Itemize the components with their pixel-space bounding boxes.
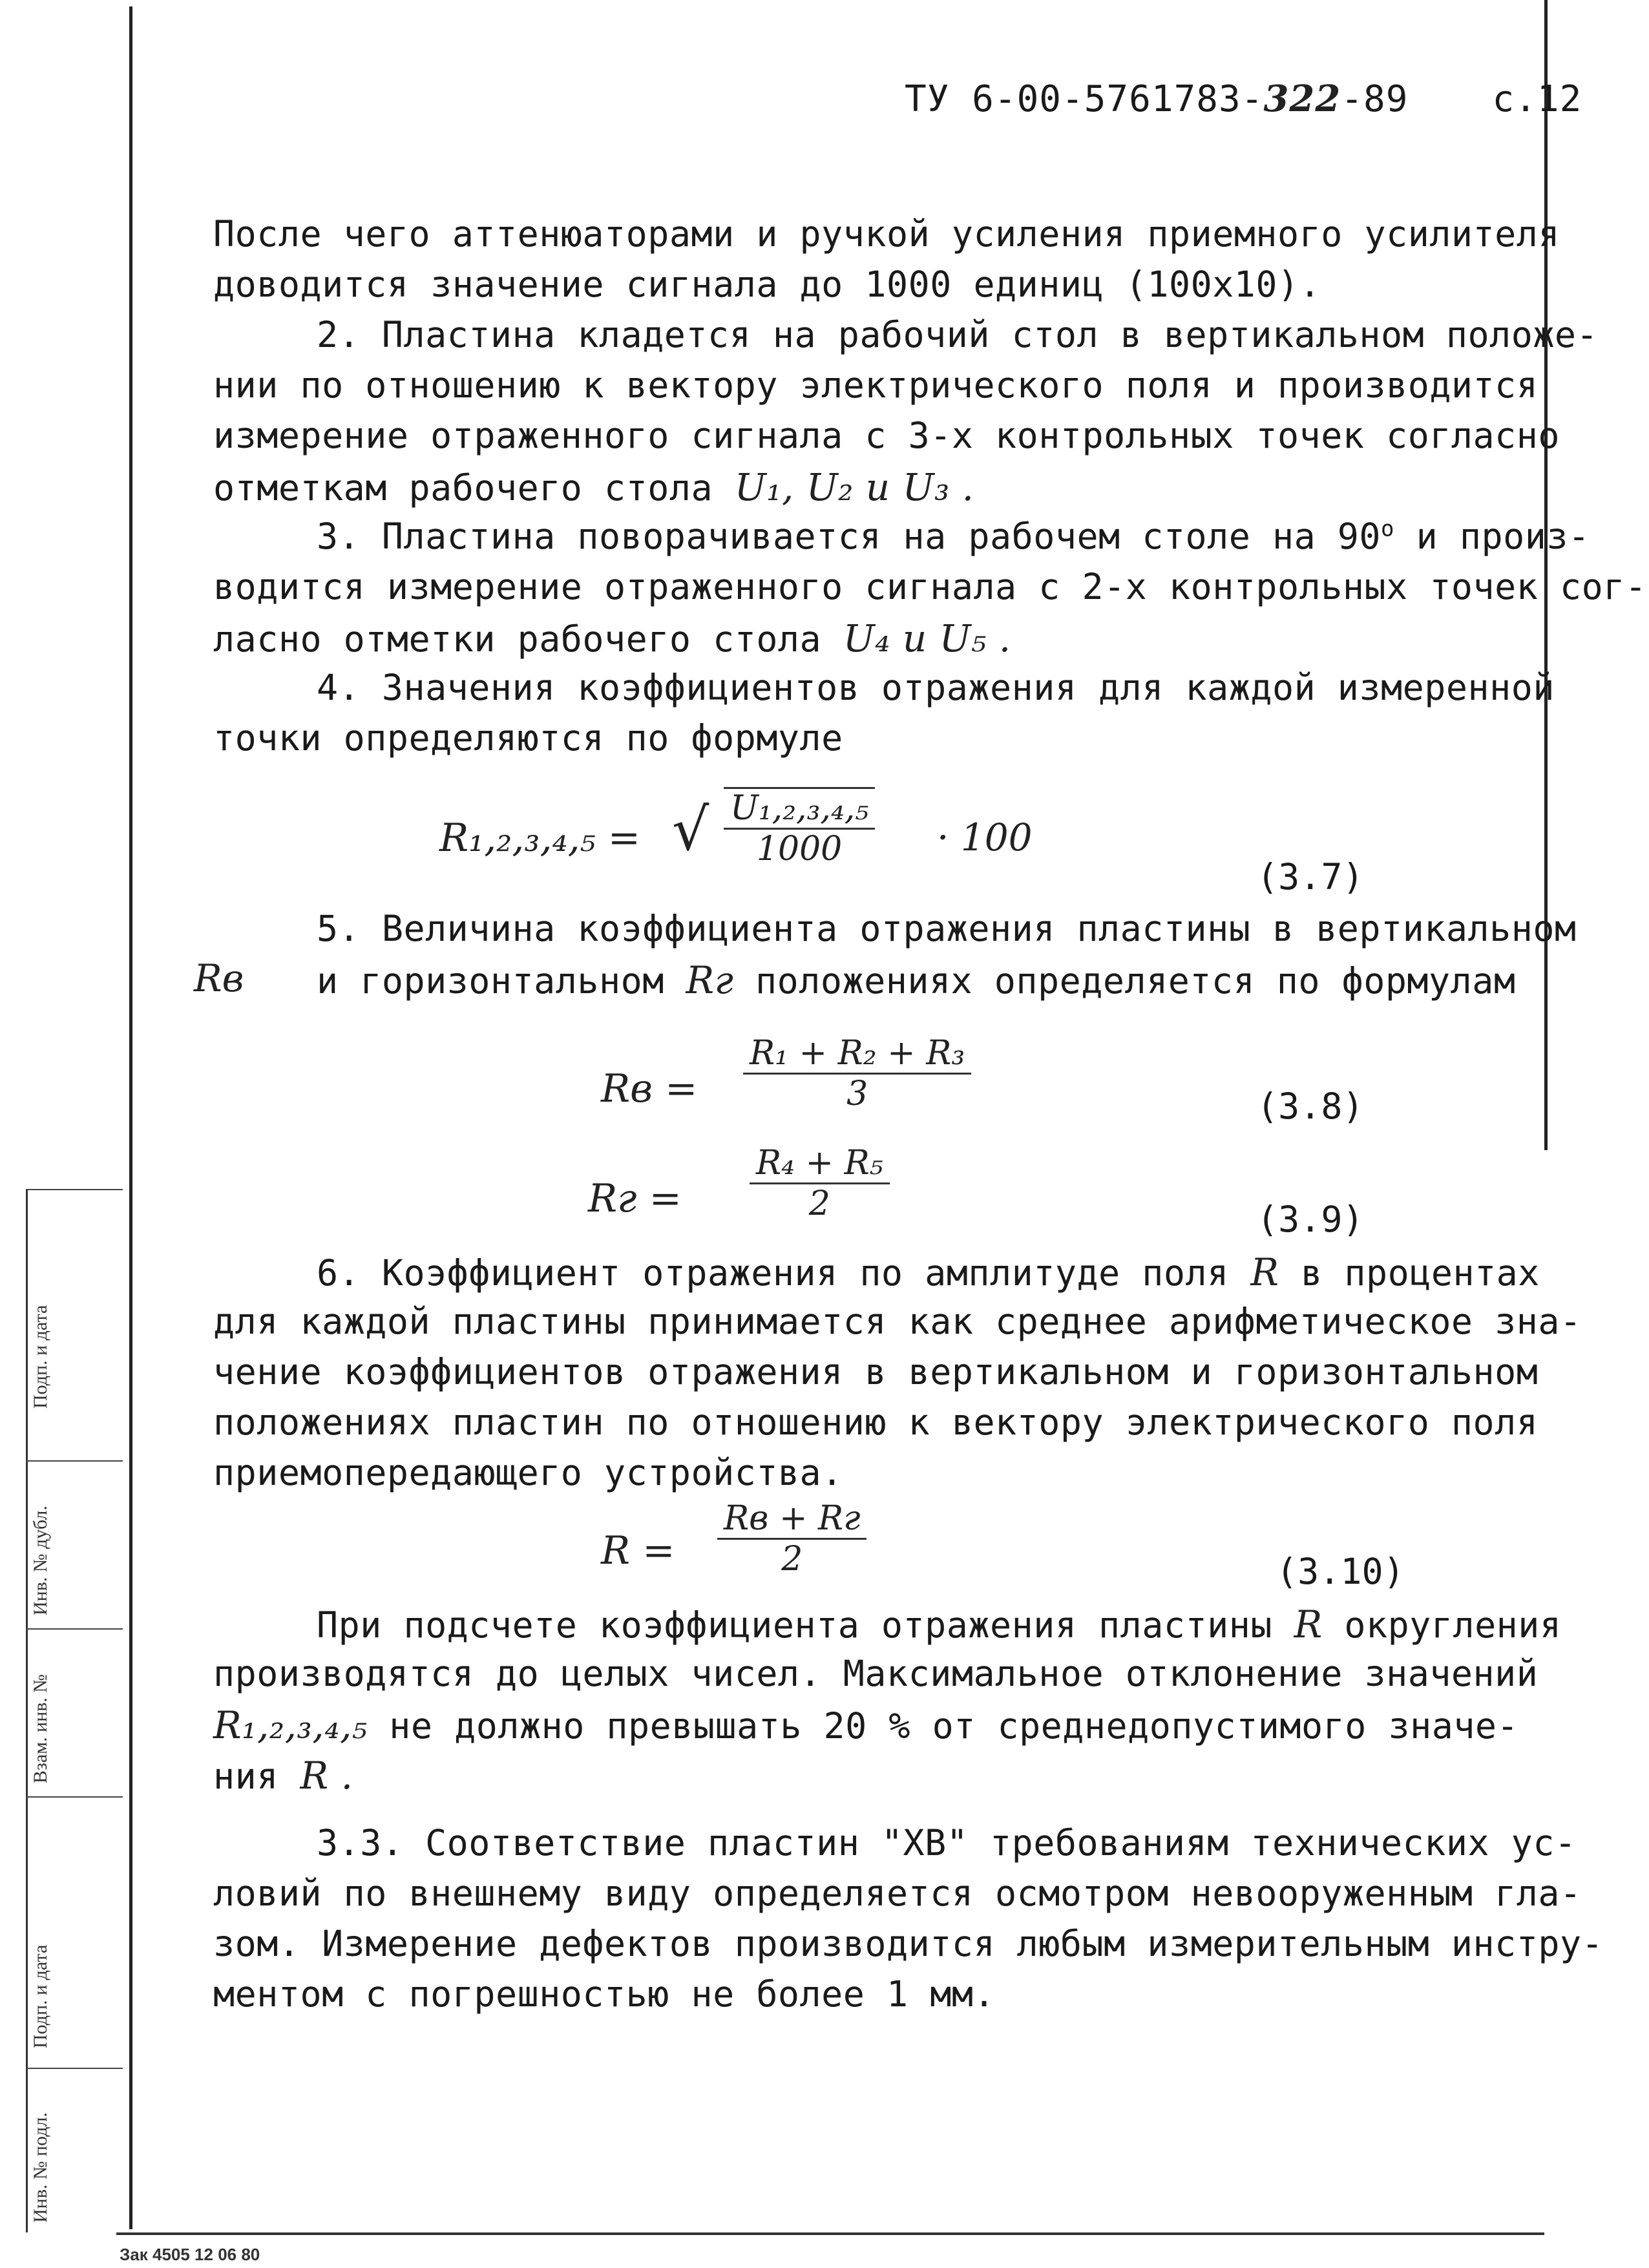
stamp-divider xyxy=(26,1796,123,1798)
text-line: ласно отметки рабочего стола U₄ и U₅ . xyxy=(213,616,1011,660)
text-line: При подсчете коэффициента отражения пластины R округления xyxy=(317,1602,1562,1646)
formula-3-9-lhs: Rг = xyxy=(588,1176,682,1221)
text-line: 3. Пластина поворачивается на рабочем столе на $90^о$ и произ- xyxy=(317,516,1590,557)
formula-3-9-denominator: 2 xyxy=(808,1184,830,1223)
text-line: водится измерение отраженного сигнала с 2-х контрольных точек сог- xyxy=(213,566,1647,607)
spec-code: ТУ 6-00-5761783- xyxy=(905,78,1264,120)
formula-3-8-denominator: 3 xyxy=(846,1075,868,1113)
text-line: положениях пластин по отношению к вектору электрического поля xyxy=(213,1402,1539,1443)
equation-number-3-8: (3.8) xyxy=(1257,1086,1364,1127)
equation-number-3-7: (3.7) xyxy=(1257,856,1364,898)
text-line: 6. Коэффициент отражения по амплитуде поля R в процентах xyxy=(317,1250,1540,1294)
text-line: 3.3. Соответствие пластин "ХВ" требованиям технических ус- xyxy=(317,1822,1577,1864)
stamp-label-duplicate-inv: Инв. № дубл. xyxy=(30,1506,51,1615)
degree-sign: о xyxy=(1381,516,1395,542)
handwritten-rb-margin: Rв xyxy=(194,956,244,1000)
formula-3-7-numerator: U₁,₂,₃,₄,₅ xyxy=(724,787,875,830)
formula-3-7-fraction xyxy=(724,787,875,868)
sqrt-sign: √ xyxy=(672,796,709,864)
stamp-divider xyxy=(26,1189,123,1190)
print-order-footer: Зак 4505 12 06 80 xyxy=(120,2245,260,2264)
text-line: приемопередающего устройства. xyxy=(213,1452,843,1493)
formula-3-10-denominator: 2 xyxy=(781,1540,803,1579)
stamp-label-signature-date-2: Подп. и дата xyxy=(30,1944,51,2048)
formula-3-9-fraction xyxy=(750,1144,890,1223)
handwritten-u123: U₁, U₂ и U₃ . xyxy=(734,465,974,509)
formula-3-8-lhs: Rв = xyxy=(601,1066,698,1111)
handwritten-r12345: R₁,₂,₃,₄,₅ xyxy=(213,1703,368,1747)
text-line: ния R . xyxy=(213,1754,353,1798)
spec-number: 322 xyxy=(1263,78,1341,120)
formula-3-8-numerator: R₁ + R₂ + R₃ xyxy=(743,1034,971,1075)
formula-3-10-numerator: Rв + Rг xyxy=(717,1499,867,1540)
handwritten-r-dot: R . xyxy=(300,1754,353,1798)
text-line: чение коэффициентов отражения в вертикальном и горизонтальном xyxy=(213,1351,1539,1392)
formula-3-9-numerator: R₄ + R₅ xyxy=(750,1144,890,1184)
spec-year: -89 xyxy=(1341,78,1409,120)
text-line: 5. Величина коэффициента отражения пластины в вертикальном xyxy=(317,908,1577,949)
handwritten-rg: Rг xyxy=(686,958,734,1002)
stamp-divider xyxy=(26,2068,123,2069)
document-header xyxy=(905,78,1582,120)
equation-number-3-9: (3.9) xyxy=(1257,1199,1364,1240)
text-line: доводится значение сигнала до 1000 единиц (100х10). xyxy=(213,264,1321,305)
page-number: с.12 xyxy=(1492,78,1582,120)
text-line: R₁,₂,₃,₄,₅ не должно превышать 20 % от среднедопустимого значе- xyxy=(213,1703,1519,1747)
text-line: После чего аттенюаторами и ручкой усиления приемного усилителя xyxy=(213,213,1560,255)
text-line: для каждой пластины принимается как среднее арифметическое зна- xyxy=(213,1301,1582,1342)
formula-3-7-multiplier: · 100 xyxy=(937,815,1033,859)
text-line: производятся до целых чисел. Максимальное отклонение значений xyxy=(213,1653,1539,1694)
formula-3-10-fraction xyxy=(717,1499,867,1579)
text-line: точки определяются по формуле xyxy=(213,717,843,759)
text-line: зом. Измерение дефектов производится любым измерительным инстру- xyxy=(213,1923,1604,1964)
text-line: 2. Пластина кладется на рабочий стол в вертикальном положе- xyxy=(317,314,1599,355)
text-line: ловий по внешнему виду определяется осмотром невооруженным гла- xyxy=(213,1873,1582,1914)
handwritten-r: R xyxy=(1250,1250,1279,1294)
formula-3-8-fraction xyxy=(743,1034,971,1113)
text-line: отметкам рабочего стола U₁, U₂ и U₃ . xyxy=(213,465,974,509)
formula-3-7-denominator: 1000 xyxy=(756,830,843,868)
stamp-label-signature-date: Подп. и дата xyxy=(30,1305,51,1409)
text-line: измерение отраженного сигнала с 3-х контрольных точек согласно xyxy=(213,415,1560,456)
handwritten-u45: U₄ и U₅ . xyxy=(843,616,1011,660)
stamp-divider xyxy=(26,1628,123,1630)
formula-3-10-lhs: R = xyxy=(601,1528,675,1573)
handwritten-r: R xyxy=(1294,1602,1323,1646)
equation-number-3-10: (3.10) xyxy=(1276,1551,1405,1592)
stamp-label-original-inv: Инв. № подл. xyxy=(30,2112,51,2223)
stamp-divider xyxy=(26,1460,123,1462)
frame-left-border xyxy=(129,6,132,2229)
text-line: нии по отношению к вектору электрического поля и производится xyxy=(213,364,1539,406)
stamp-label-replacement-inv: Взам. инв. № xyxy=(30,1674,51,1783)
formula-3-7-lhs: R₁,₂,₃,₄,₅ = xyxy=(439,815,641,861)
frame-bottom-border xyxy=(116,2232,1544,2235)
text-line: ментом с погрешностью не более 1 мм. xyxy=(213,1973,996,2015)
text-line: 4. Значения коэффициентов отражения для каждой измеренной xyxy=(317,667,1555,708)
text-line: и горизонтальном Rг положениях определяется по формулам xyxy=(317,958,1516,1002)
